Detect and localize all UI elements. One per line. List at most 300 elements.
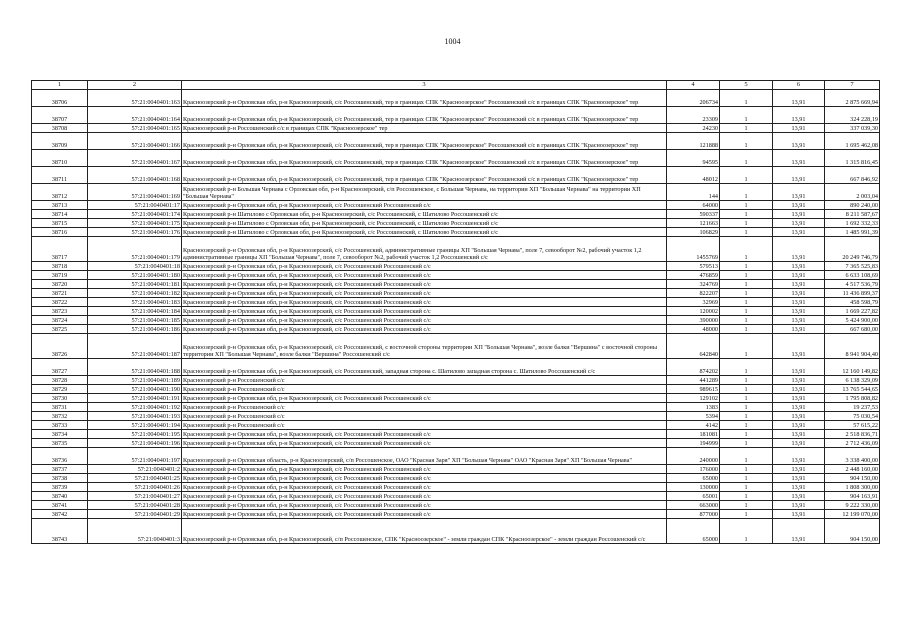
row-number: 38719 xyxy=(32,271,88,280)
rate-value: 13,91 xyxy=(773,492,825,501)
count-value: 1 xyxy=(720,133,773,150)
area-value: 106829 xyxy=(667,228,720,237)
cost-value: 57 615,22 xyxy=(825,421,880,430)
cadastral-number: 57:21:0040401:167 xyxy=(88,150,182,167)
cadastral-number: 57:21:0040401:174 xyxy=(88,210,182,219)
row-number: 38715 xyxy=(32,219,88,228)
cost-value: 6 138 329,09 xyxy=(825,376,880,385)
row-number: 38726 xyxy=(32,334,88,359)
table-row xyxy=(32,501,880,510)
count-value: 1 xyxy=(720,325,773,334)
area-value: 176000 xyxy=(667,465,720,474)
row-number: 38742 xyxy=(32,510,88,519)
cadastral-register-table xyxy=(31,80,880,544)
table-row xyxy=(32,280,880,289)
row-number: 38739 xyxy=(32,483,88,492)
table-row xyxy=(32,448,880,465)
address-description: Красноозерский р-н Шатилово с Орловская обл, р-н Красноозерский, с/с Россошенский, с Шатилово Россошенский с/с xyxy=(182,210,667,219)
address-description: Красноозерский р-н Россошенский с/с в границах СПК "Красноозерское" тер xyxy=(182,124,667,133)
address-description: Красноозерский р-н Орловская обл, р-н Красноозерский, с/с Россошенский Россошенский с/с xyxy=(182,325,667,334)
address-description: Красноозерский р-н Орловская обл, р-н Красноозерский, с/с Россошенский, тер в границах СПК "Красноозерское" Россошенский с/с в границах СПК "Красноозерское" тер xyxy=(182,133,667,150)
cadastral-number: 57:21:0040401:189 xyxy=(88,376,182,385)
area-value: 130000 xyxy=(667,483,720,492)
table-row xyxy=(32,228,880,237)
row-number: 38735 xyxy=(32,439,88,448)
page-number: 1004 xyxy=(444,37,461,46)
column-header: 3 xyxy=(182,81,667,90)
cost-value: 2 518 836,71 xyxy=(825,430,880,439)
cadastral-number: 57:21:0040401:25 xyxy=(88,474,182,483)
table-row xyxy=(32,201,880,210)
cadastral-number: 57:21:0040401:188 xyxy=(88,359,182,376)
rate-value: 13,91 xyxy=(773,501,825,510)
table-row xyxy=(32,510,880,519)
cost-value: 2 448 160,00 xyxy=(825,465,880,474)
cost-value: 2 003,04 xyxy=(825,184,880,201)
table-row xyxy=(32,316,880,325)
cadastral-number: 57:21:0040401:28 xyxy=(88,501,182,510)
row-number: 38731 xyxy=(32,403,88,412)
address-description: Красноозерский р-н Большая Чернава с Орловская обл, р-н Красноозерский, с/п Россошенское, с Большая Чернава, на территории ХП "Большая Чернава" на территории ХП "Большая Чернава" xyxy=(182,184,667,201)
area-value: 23309 xyxy=(667,107,720,124)
address-description: Красноозерский р-н Орловская обл, р-н Красноозерский, с/с Россошенский Россошенский с/с xyxy=(182,280,667,289)
cost-value: 324 228,19 xyxy=(825,107,880,124)
rate-value: 13,91 xyxy=(773,394,825,403)
table-row xyxy=(32,133,880,150)
cost-value: 1 695 462,08 xyxy=(825,133,880,150)
area-value: 874202 xyxy=(667,359,720,376)
address-description: Красноозерский р-н Орловская обл, р-н Красноозерский, с/с Россошенский Россошенский с/с xyxy=(182,394,667,403)
address-description: Красноозерский р-н Орловская обл, р-н Красноозерский, с/с Россошенский, тер в границах СПК "Красноозерское" Россошенский с/с в границах СПК "Красноозерское" тер xyxy=(182,167,667,184)
area-value: 24230 xyxy=(667,124,720,133)
rate-value: 13,91 xyxy=(773,228,825,237)
rate-value: 13,91 xyxy=(773,184,825,201)
area-value: 94595 xyxy=(667,150,720,167)
count-value: 1 xyxy=(720,316,773,325)
header-row xyxy=(32,81,880,90)
cost-value: 19 237,53 xyxy=(825,403,880,412)
address-description: Красноозерский р-н Россошенский с/с xyxy=(182,385,667,394)
table-row xyxy=(32,334,880,359)
rate-value: 13,91 xyxy=(773,421,825,430)
column-header: 4 xyxy=(667,81,720,90)
row-number: 38716 xyxy=(32,228,88,237)
address-description: Красноозерский р-н Орловская обл, р-н Красноозерский, с/с Россошенский Россошенский с/с xyxy=(182,271,667,280)
rate-value: 13,91 xyxy=(773,262,825,271)
cost-value: 4 517 536,79 xyxy=(825,280,880,289)
column-header: 2 xyxy=(88,81,182,90)
cost-value: 904 163,91 xyxy=(825,492,880,501)
count-value: 1 xyxy=(720,107,773,124)
table-row xyxy=(32,385,880,394)
rate-value: 13,91 xyxy=(773,474,825,483)
area-value: 989615 xyxy=(667,385,720,394)
rate-value: 13,91 xyxy=(773,385,825,394)
row-number: 38741 xyxy=(32,501,88,510)
count-value: 1 xyxy=(720,483,773,492)
row-number: 38737 xyxy=(32,465,88,474)
area-value: 1383 xyxy=(667,403,720,412)
cadastral-number: 57:21:0040401:192 xyxy=(88,403,182,412)
cost-value: 3 338 400,00 xyxy=(825,448,880,465)
cadastral-number: 57:21:0040401:18 xyxy=(88,262,182,271)
cadastral-number: 57:21:0040401:2 xyxy=(88,465,182,474)
column-header: 5 xyxy=(720,81,773,90)
area-value: 390000 xyxy=(667,316,720,325)
row-number: 38738 xyxy=(32,474,88,483)
table-row xyxy=(32,289,880,298)
count-value: 1 xyxy=(720,412,773,421)
row-number: 38709 xyxy=(32,133,88,150)
cost-value: 1 669 227,82 xyxy=(825,307,880,316)
area-value: 579513 xyxy=(667,262,720,271)
cost-value: 12 160 149,82 xyxy=(825,359,880,376)
address-description: Красноозерский р-н Орловская обл, р-н Красноозерский, с/с Россошенский, тер в границах СПК "Красноозерское" Россошенский с/с в границах СПК "Красноозерское" тер xyxy=(182,90,667,107)
count-value: 1 xyxy=(720,184,773,201)
cost-value: 8 941 904,40 xyxy=(825,334,880,359)
rate-value: 13,91 xyxy=(773,124,825,133)
address-description: Красноозерский р-н Россошенский с/с xyxy=(182,412,667,421)
address-description: Красноозерский р-н Орловская обл, р-н Красноозерский, с/с Россошенский Россошенский с/с xyxy=(182,501,667,510)
rate-value: 13,91 xyxy=(773,201,825,210)
count-value: 1 xyxy=(720,271,773,280)
count-value: 1 xyxy=(720,501,773,510)
count-value: 1 xyxy=(720,430,773,439)
row-number: 38707 xyxy=(32,107,88,124)
cadastral-number: 57:21:0040401:194 xyxy=(88,421,182,430)
table-row xyxy=(32,219,880,228)
rate-value: 13,91 xyxy=(773,325,825,334)
area-value: 324769 xyxy=(667,280,720,289)
rate-value: 13,91 xyxy=(773,280,825,289)
address-description: Красноозерский р-н Россошенский с/с xyxy=(182,403,667,412)
rate-value: 13,91 xyxy=(773,298,825,307)
area-value: 441289 xyxy=(667,376,720,385)
column-header: 7 xyxy=(825,81,880,90)
count-value: 1 xyxy=(720,465,773,474)
rate-value: 13,91 xyxy=(773,448,825,465)
cadastral-number: 57:21:0040401:193 xyxy=(88,412,182,421)
address-description: Красноозерский р-н Орловская обл, р-н Красноозерский, с/с Россошенский, административные границы ХП "Большая Чернава", поле 7, севооборот №2, рабочий участок 1,2 административные границы ХП "Большая Чернава", поле 7, севооборот №2, рабочий участок 1,2 Россошенский с/с xyxy=(182,237,667,262)
count-value: 1 xyxy=(720,307,773,316)
cost-value: 20 249 746,79 xyxy=(825,237,880,262)
count-value: 1 xyxy=(720,124,773,133)
cadastral-number: 57:21:0040401:166 xyxy=(88,133,182,150)
count-value: 1 xyxy=(720,237,773,262)
cost-value: 1 795 808,82 xyxy=(825,394,880,403)
count-value: 1 xyxy=(720,289,773,298)
row-number: 38733 xyxy=(32,421,88,430)
row-number: 38710 xyxy=(32,150,88,167)
address-description: Красноозерский р-н Россошенский с/с xyxy=(182,421,667,430)
area-value: 121663 xyxy=(667,219,720,228)
row-number: 38743 xyxy=(32,519,88,544)
rate-value: 13,91 xyxy=(773,316,825,325)
cadastral-number: 57:21:0040401:197 xyxy=(88,448,182,465)
area-value: 590337 xyxy=(667,210,720,219)
count-value: 1 xyxy=(720,385,773,394)
count-value: 1 xyxy=(720,474,773,483)
area-value: 877000 xyxy=(667,510,720,519)
cost-value: 890 240,00 xyxy=(825,201,880,210)
address-description: Красноозерский р-н Орловская обл, р-н Красноозерский, с/с Россошенский Россошенский с/с xyxy=(182,492,667,501)
cost-value: 7 365 525,83 xyxy=(825,262,880,271)
row-number: 38740 xyxy=(32,492,88,501)
column-header: 1 xyxy=(32,81,88,90)
address-description: Красноозерский р-н Орловская область, р-н Красноозерский, с/п Россошенское, ОАО "Красная Заря" ХП "Большая Чернава" ОАО "Красная Заря" ХП "Большая Чернава" xyxy=(182,448,667,465)
row-number: 38712 xyxy=(32,184,88,201)
cadastral-number: 57:21:0040401:195 xyxy=(88,430,182,439)
row-number: 38713 xyxy=(32,201,88,210)
address-description: Красноозерский р-н Орловская обл, р-н Красноозерский, с/с Россошенский Россошенский с/с xyxy=(182,316,667,325)
area-value: 240000 xyxy=(667,448,720,465)
count-value: 1 xyxy=(720,298,773,307)
area-value: 32969 xyxy=(667,298,720,307)
cost-value: 904 150,00 xyxy=(825,519,880,544)
cadastral-number: 57:21:0040401:17 xyxy=(88,201,182,210)
rate-value: 13,91 xyxy=(773,210,825,219)
table-row xyxy=(32,262,880,271)
row-number: 38706 xyxy=(32,90,88,107)
cadastral-number: 57:21:0040401:29 xyxy=(88,510,182,519)
cadastral-number: 57:21:0040401:184 xyxy=(88,307,182,316)
table-row xyxy=(32,124,880,133)
address-description: Красноозерский р-н Орловская обл, р-н Красноозерский, с/с Россошенский Россошенский с/с xyxy=(182,307,667,316)
row-number: 38728 xyxy=(32,376,88,385)
cadastral-number: 57:21:0040401:186 xyxy=(88,325,182,334)
rate-value: 13,91 xyxy=(773,412,825,421)
address-description: Красноозерский р-н Орловская обл, р-н Красноозерский, с/с Россошенский Россошенский с/с xyxy=(182,465,667,474)
row-number: 38736 xyxy=(32,448,88,465)
count-value: 1 xyxy=(720,150,773,167)
area-value: 1455769 xyxy=(667,237,720,262)
cost-value: 337 039,30 xyxy=(825,124,880,133)
table-row xyxy=(32,184,880,201)
address-description: Красноозерский р-н Орловская обл, р-н Красноозерский, с/с Россошенский Россошенский с/с xyxy=(182,201,667,210)
rate-value: 13,91 xyxy=(773,167,825,184)
area-value: 194999 xyxy=(667,439,720,448)
address-description: Красноозерский р-н Орловская обл, р-н Красноозерский, с/с Россошенский, тер в границах СПК "Красноозерское" Россошенский с/с в границах СПК "Красноозерское" тер xyxy=(182,150,667,167)
count-value: 1 xyxy=(720,448,773,465)
table-row xyxy=(32,90,880,107)
cost-value: 1 485 991,39 xyxy=(825,228,880,237)
cost-value: 75 030,54 xyxy=(825,412,880,421)
rate-value: 13,91 xyxy=(773,219,825,228)
area-value: 129102 xyxy=(667,394,720,403)
rate-value: 13,91 xyxy=(773,376,825,385)
area-value: 181081 xyxy=(667,430,720,439)
area-value: 144 xyxy=(667,184,720,201)
table-row xyxy=(32,271,880,280)
cadastral-number: 57:21:0040401:180 xyxy=(88,271,182,280)
cadastral-number: 57:21:0040401:164 xyxy=(88,107,182,124)
column-header: 6 xyxy=(773,81,825,90)
address-description: Красноозерский р-н Орловская обл, р-н Красноозерский, с/п Россошенское, СПК "Красноозерское" - земли граждан СПК "Красноозерское" - земли граждан Россошенский с/с xyxy=(182,519,667,544)
cost-value: 11 436 899,37 xyxy=(825,289,880,298)
count-value: 1 xyxy=(720,403,773,412)
rate-value: 13,91 xyxy=(773,430,825,439)
count-value: 1 xyxy=(720,262,773,271)
row-number: 38724 xyxy=(32,316,88,325)
table-row xyxy=(32,465,880,474)
table-row xyxy=(32,483,880,492)
rate-value: 13,91 xyxy=(773,307,825,316)
count-value: 1 xyxy=(720,210,773,219)
count-value: 1 xyxy=(720,359,773,376)
rate-value: 13,91 xyxy=(773,403,825,412)
row-number: 38722 xyxy=(32,298,88,307)
row-number: 38718 xyxy=(32,262,88,271)
table-row xyxy=(32,307,880,316)
area-value: 65000 xyxy=(667,519,720,544)
count-value: 1 xyxy=(720,219,773,228)
row-number: 38732 xyxy=(32,412,88,421)
area-value: 5394 xyxy=(667,412,720,421)
rate-value: 13,91 xyxy=(773,107,825,124)
table-row xyxy=(32,474,880,483)
row-number: 38714 xyxy=(32,210,88,219)
rate-value: 13,91 xyxy=(773,289,825,298)
area-value: 822207 xyxy=(667,289,720,298)
table-row xyxy=(32,150,880,167)
table-row xyxy=(32,519,880,544)
count-value: 1 xyxy=(720,376,773,385)
cadastral-number: 57:21:0040401:3 xyxy=(88,519,182,544)
table-row xyxy=(32,210,880,219)
address-description: Красноозерский р-н Шатилово с Орловская обл, р-н Красноозерский, с/с Россошенский, с Шатилово Россошенский с/с xyxy=(182,228,667,237)
table-row xyxy=(32,376,880,385)
address-description: Красноозерский р-н Шатилово с Орловская обл, р-н Красноозерский, с/с Россошенский, с Шатилово Россошенский с/с xyxy=(182,219,667,228)
address-description: Красноозерский р-н Орловская обл, р-н Красноозерский, с/с Россошенский Россошенский с/с xyxy=(182,510,667,519)
cost-value: 2 712 436,09 xyxy=(825,439,880,448)
row-number: 38727 xyxy=(32,359,88,376)
cadastral-number: 57:21:0040401:26 xyxy=(88,483,182,492)
cadastral-number: 57:21:0040401:179 xyxy=(88,237,182,262)
area-value: 4142 xyxy=(667,421,720,430)
area-value: 65000 xyxy=(667,474,720,483)
table-row xyxy=(32,439,880,448)
area-value: 120002 xyxy=(667,307,720,316)
address-description: Красноозерский р-н Россошенский с/с xyxy=(182,376,667,385)
cadastral-number: 57:21:0040401:169 xyxy=(88,184,182,201)
count-value: 1 xyxy=(720,167,773,184)
count-value: 1 xyxy=(720,492,773,501)
area-value: 121888 xyxy=(667,133,720,150)
rate-value: 13,91 xyxy=(773,237,825,262)
address-description: Красноозерский р-н Орловская обл, р-н Красноозерский, с/с Россошенский Россошенский с/с xyxy=(182,439,667,448)
area-value: 48000 xyxy=(667,325,720,334)
count-value: 1 xyxy=(720,394,773,403)
table-row xyxy=(32,298,880,307)
rate-value: 13,91 xyxy=(773,271,825,280)
count-value: 1 xyxy=(720,334,773,359)
cadastral-number: 57:21:0040401:183 xyxy=(88,298,182,307)
area-value: 206734 xyxy=(667,90,720,107)
cadastral-number: 57:21:0040401:187 xyxy=(88,334,182,359)
table-row xyxy=(32,403,880,412)
cost-value: 9 222 330,00 xyxy=(825,501,880,510)
area-value: 48012 xyxy=(667,167,720,184)
cost-value: 5 424 900,00 xyxy=(825,316,880,325)
rate-value: 13,91 xyxy=(773,465,825,474)
address-description: Красноозерский р-н Орловская обл, р-н Красноозерский, с/с Россошенский, тер в границах СПК "Красноозерское" Россошенский с/с в границах СПК "Красноозерское" тер xyxy=(182,107,667,124)
row-number: 38711 xyxy=(32,167,88,184)
cost-value: 1 808 300,00 xyxy=(825,483,880,492)
cost-value: 6 633 108,69 xyxy=(825,271,880,280)
count-value: 1 xyxy=(720,519,773,544)
rate-value: 13,91 xyxy=(773,150,825,167)
cost-value: 8 211 587,67 xyxy=(825,210,880,219)
count-value: 1 xyxy=(720,280,773,289)
cadastral-number: 57:21:0040401:196 xyxy=(88,439,182,448)
count-value: 1 xyxy=(720,228,773,237)
address-description: Красноозерский р-н Орловская обл, р-н Красноозерский, с/с Россошенский, с восточной стороны территории ХП "Большая Чернава", возле балки "Вершина" с восточной стороны территории ХП "Большая Чернава", возле балки "Вершина" Россошенский с/с xyxy=(182,334,667,359)
address-description: Красноозерский р-н Орловская обл, р-н Красноозерский, с/с Россошенский, западная сторона с. Шатилово западная сторона с. Шатилово Россошенский с/с xyxy=(182,359,667,376)
table-row xyxy=(32,167,880,184)
table-row xyxy=(32,237,880,262)
table-row xyxy=(32,412,880,421)
rate-value: 13,91 xyxy=(773,510,825,519)
count-value: 1 xyxy=(720,439,773,448)
area-value: 476859 xyxy=(667,271,720,280)
cadastral-number: 57:21:0040401:175 xyxy=(88,219,182,228)
area-value: 64000 xyxy=(667,201,720,210)
row-number: 38721 xyxy=(32,289,88,298)
row-number: 38720 xyxy=(32,280,88,289)
cadastral-number: 57:21:0040401:165 xyxy=(88,124,182,133)
area-value: 65001 xyxy=(667,492,720,501)
cost-value: 12 199 070,00 xyxy=(825,510,880,519)
row-number: 38725 xyxy=(32,325,88,334)
row-number: 38730 xyxy=(32,394,88,403)
cost-value: 667 680,00 xyxy=(825,325,880,334)
cadastral-number: 57:21:0040401:182 xyxy=(88,289,182,298)
row-number: 38734 xyxy=(32,430,88,439)
cadastral-number: 57:21:0040401:190 xyxy=(88,385,182,394)
table-row xyxy=(32,430,880,439)
rate-value: 13,91 xyxy=(773,334,825,359)
address-description: Красноозерский р-н Орловская обл, р-н Красноозерский, с/с Россошенский Россошенский с/с xyxy=(182,483,667,492)
cost-value: 2 875 669,94 xyxy=(825,90,880,107)
table-row xyxy=(32,359,880,376)
table-row xyxy=(32,421,880,430)
row-number: 38708 xyxy=(32,124,88,133)
area-value: 642840 xyxy=(667,334,720,359)
count-value: 1 xyxy=(720,90,773,107)
rate-value: 13,91 xyxy=(773,439,825,448)
cadastral-number: 57:21:0040401:176 xyxy=(88,228,182,237)
address-description: Красноозерский р-н Орловская обл, р-н Красноозерский, с/с Россошенский Россошенский с/с xyxy=(182,430,667,439)
cost-value: 13 765 544,65 xyxy=(825,385,880,394)
table-row xyxy=(32,492,880,501)
cadastral-number: 57:21:0040401:27 xyxy=(88,492,182,501)
rate-value: 13,91 xyxy=(773,359,825,376)
cadastral-number: 57:21:0040401:181 xyxy=(88,280,182,289)
table-row xyxy=(32,325,880,334)
table-row xyxy=(32,394,880,403)
rate-value: 13,91 xyxy=(773,133,825,150)
cadastral-number: 57:21:0040401:191 xyxy=(88,394,182,403)
cost-value: 667 846,92 xyxy=(825,167,880,184)
area-value: 663000 xyxy=(667,501,720,510)
count-value: 1 xyxy=(720,201,773,210)
cost-value: 1 692 332,33 xyxy=(825,219,880,228)
address-description: Красноозерский р-н Орловская обл, р-н Красноозерский, с/с Россошенский Россошенский с/с xyxy=(182,289,667,298)
row-number: 38717 xyxy=(32,237,88,262)
rate-value: 13,91 xyxy=(773,483,825,492)
cadastral-number: 57:21:0040401:168 xyxy=(88,167,182,184)
address-description: Красноозерский р-н Орловская обл, р-н Красноозерский, с/с Россошенский Россошенский с/с xyxy=(182,298,667,307)
